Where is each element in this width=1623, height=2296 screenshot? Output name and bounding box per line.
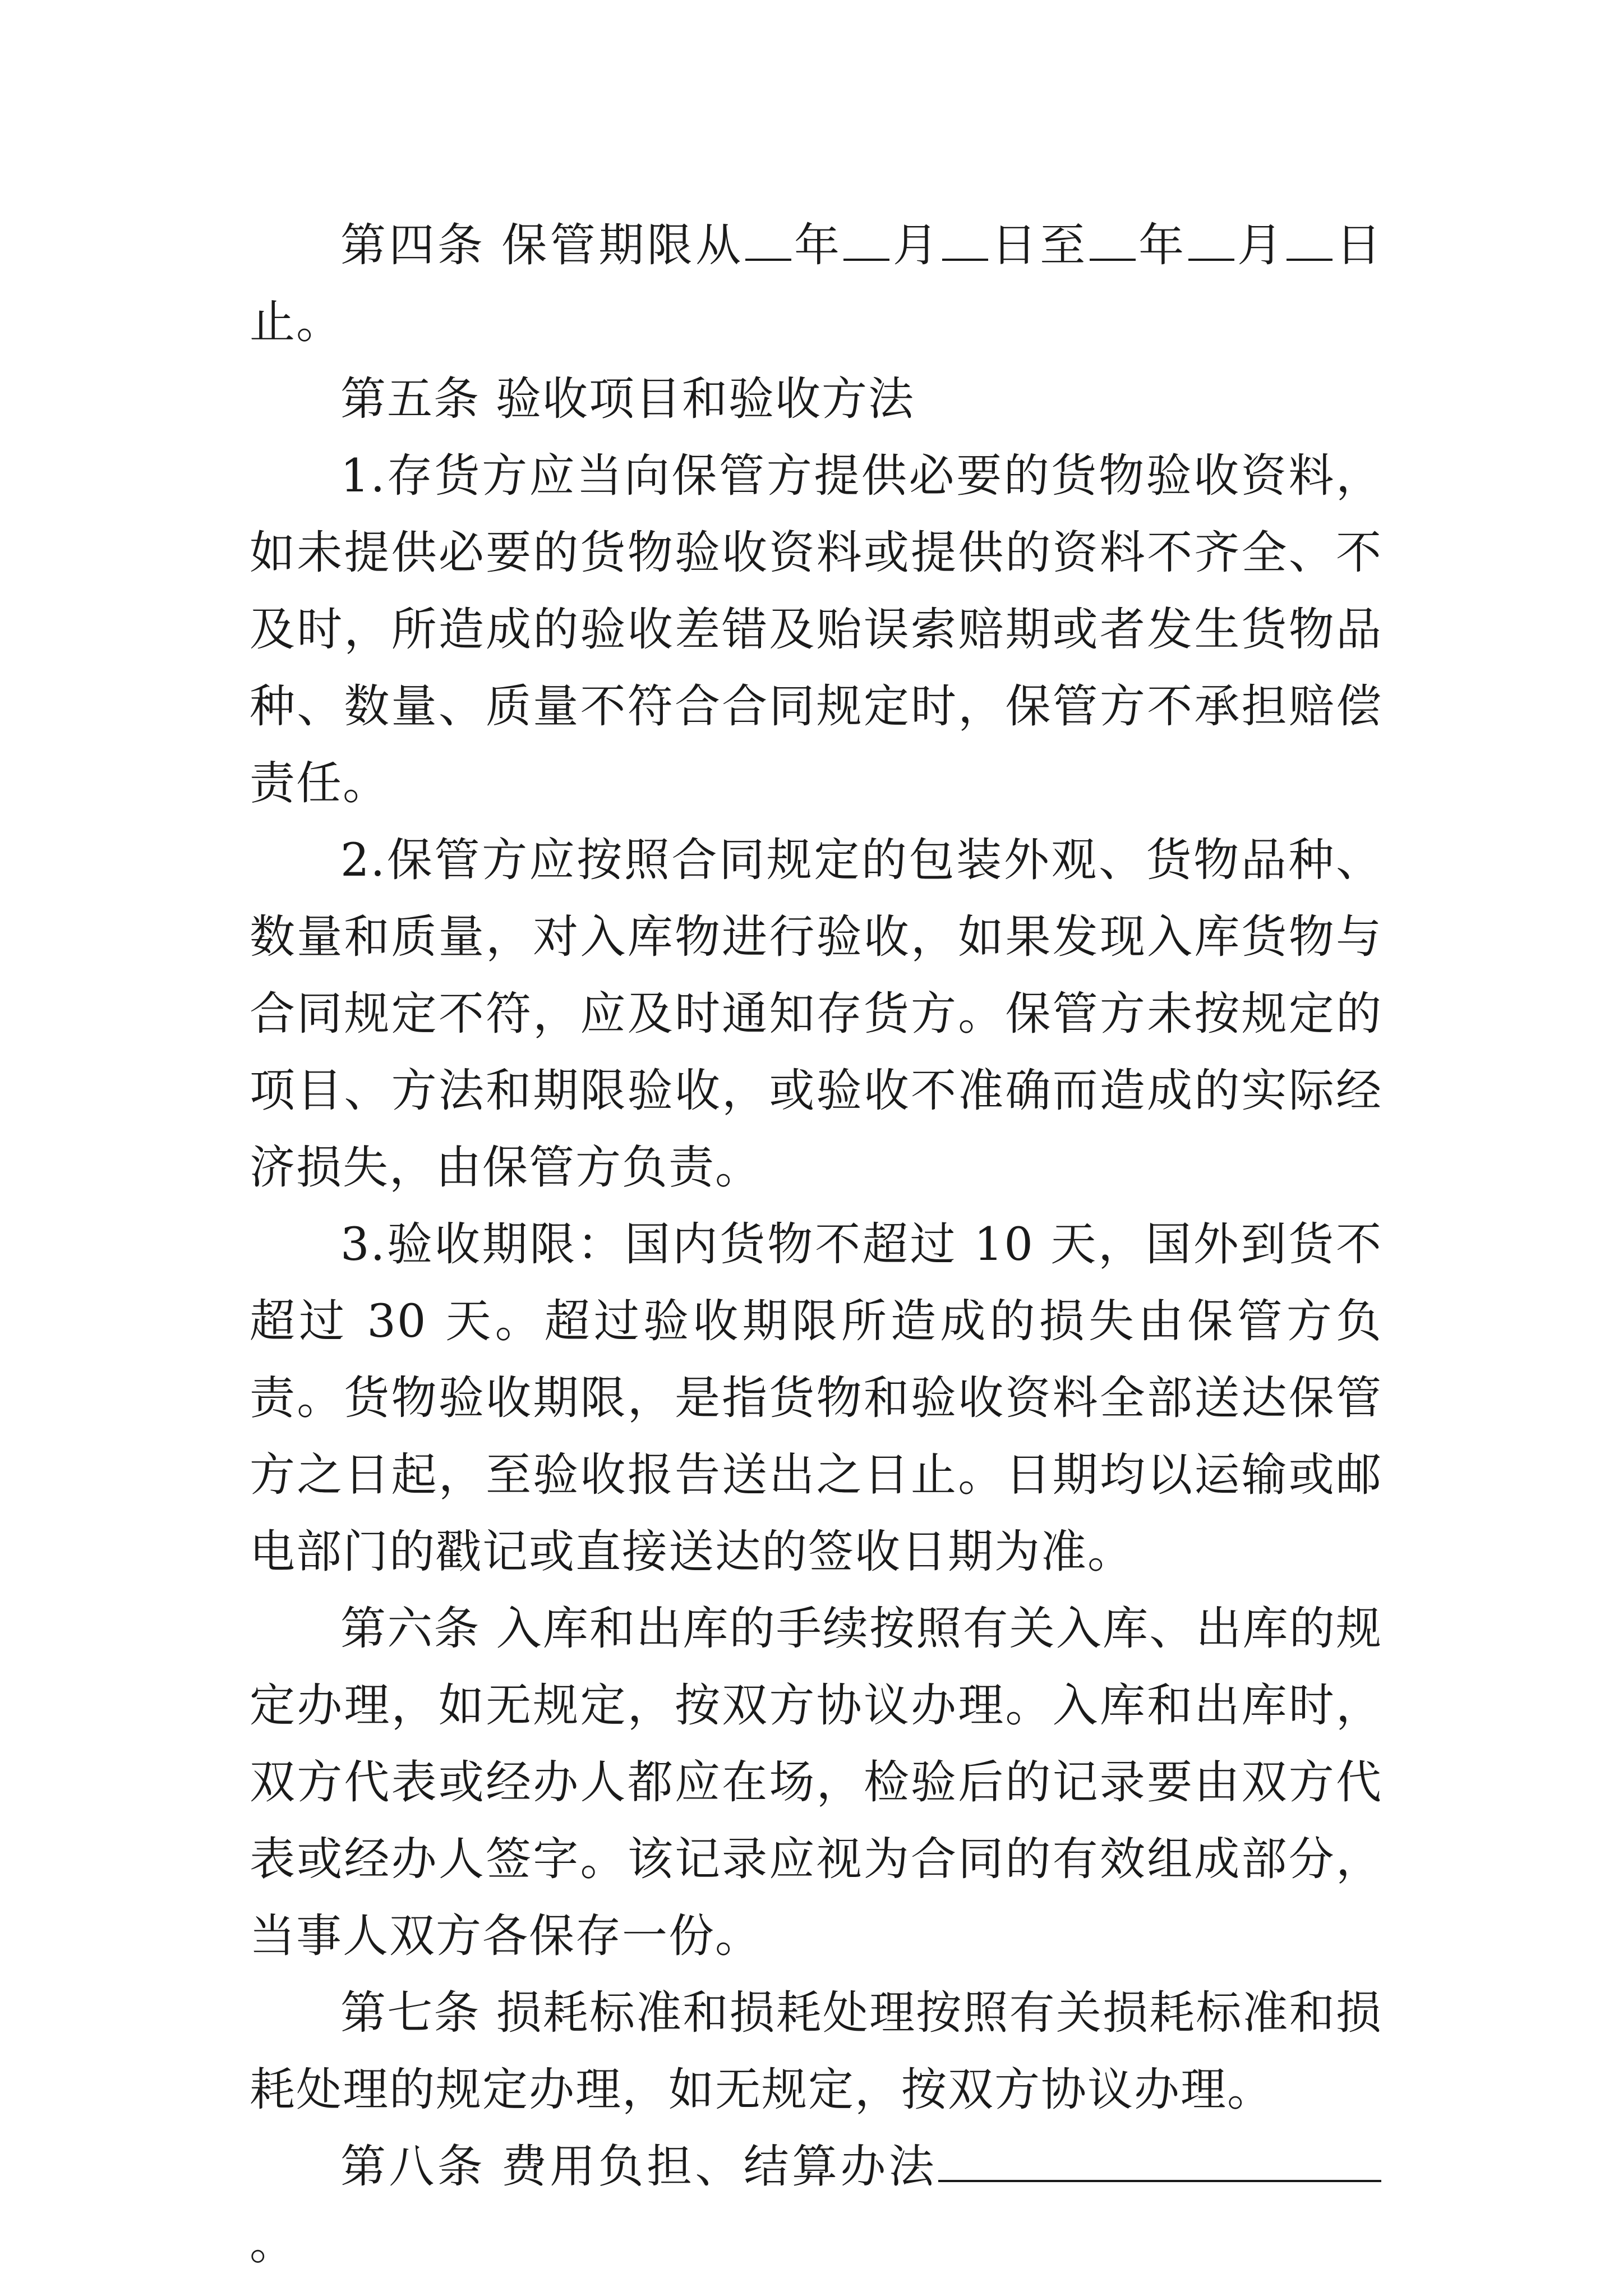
blank-month-end	[1188, 217, 1234, 261]
article-4-label: 第四条	[340, 219, 486, 272]
blank-month-start	[843, 217, 889, 261]
year-label-2: 年	[1136, 219, 1187, 272]
article-7-text: 损耗标准和损耗处理按照有关损耗标准和损耗处理的规定办理，如无规定，按双方协议办理。	[250, 1987, 1382, 2116]
article-8-end: 。	[250, 2217, 297, 2270]
blank-year-end	[1090, 217, 1136, 261]
month-label-2: 月	[1235, 219, 1286, 272]
article-5-item-1: 1.存货方应当向保管方提供必要的货物验收资料，如未提供必要的货物验收资料或提供的资料不齐全、不及时，所造成的验收差错及贻误索赔期或者发生货物品种、数量、质量不符合合同规定时，保管方不承担赔偿责任。	[250, 450, 1382, 810]
article-6	[250, 1591, 1382, 1975]
month-label: 月	[891, 219, 942, 272]
article-4-text: 保管期限从	[501, 219, 744, 272]
article-4	[250, 208, 1382, 361]
article-8	[250, 2129, 1382, 2283]
blank-settlement-method	[938, 2138, 1381, 2182]
article-8-text: 费用负担、结算办法	[501, 2141, 937, 2193]
article-5-item-3: 3.验收期限：国内货物不超过 10 天，国外到货不超过 30 天。超过验收期限所造成的损失由保管方负责。货物验收期限，是指货物和验收资料全部送达保管方之日起，至验收报告送出之日止。日期均以运输或邮电部门的戳记或直接送达的签收日期为准。	[250, 1218, 1382, 1579]
article-8-label: 第八条	[340, 2141, 486, 2193]
article-6-text: 入库和出库的手续按照有关入库、出库的规定办理，如无规定，按双方协议办理。入库和出库时，双方代表或经办人都应在场，检验后的记录要由双方代表或经办人签字。该记录应视为合同的有效组成部分，当事人双方各保存一份。	[250, 1603, 1382, 1963]
year-label: 年	[792, 219, 843, 272]
article-7	[250, 1975, 1382, 2129]
article-5-title: 验收项目和验收方法	[496, 373, 915, 426]
article-5-label: 第五条	[340, 373, 481, 426]
article-5-heading	[250, 361, 1382, 438]
contract-body	[250, 208, 1382, 2283]
day-to-label: 日至	[989, 219, 1089, 272]
article-5-item-2: 2.保管方应按照合同规定的包装外观、货物品种、数量和质量，对入库物进行验收，如果发现入库货物与合同规定不符，应及时通知存货方。保管方未按规定的项目、方法和期限验收，或验收不准确而造成的实际经济损失，由保管方负责。	[250, 834, 1382, 1194]
article-7-label: 第七条	[340, 1987, 481, 2040]
blank-day-end	[1287, 217, 1332, 261]
day-end-label: 日止。	[250, 219, 1382, 349]
blank-year-start	[745, 217, 791, 261]
blank-day-start	[942, 217, 988, 261]
article-6-label: 第六条	[340, 1603, 481, 1655]
